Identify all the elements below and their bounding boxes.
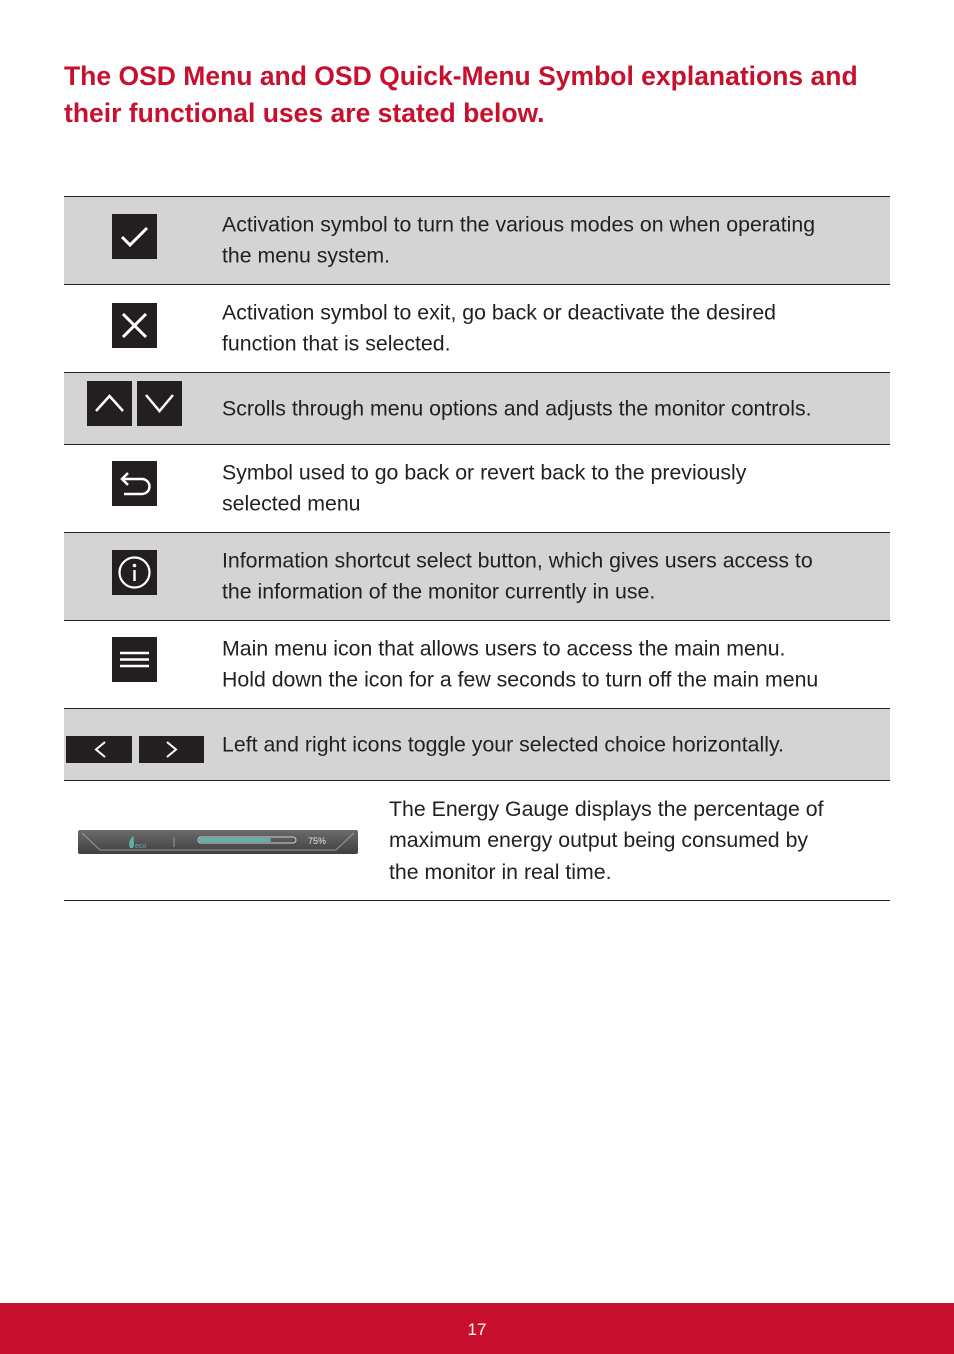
description-line: the monitor in real time. <box>389 859 612 884</box>
gauge-fill <box>199 838 271 842</box>
row-description <box>222 457 870 520</box>
description-line: Activation symbol to exit, go back or deactivate the desired <box>222 300 777 324</box>
menu-icon <box>112 637 157 682</box>
page-footer <box>0 1303 954 1354</box>
page-heading <box>64 58 904 132</box>
row-description <box>222 209 870 272</box>
symbol-table <box>64 196 890 901</box>
up-arrow-icon <box>87 381 132 426</box>
right-arrow-icon <box>139 736 204 763</box>
table-row <box>64 533 890 621</box>
return-icon <box>112 461 157 506</box>
row-description <box>389 793 870 888</box>
heading-line-2: their functional uses are stated below. <box>64 98 545 128</box>
row-description <box>222 633 870 696</box>
page-number: 17 <box>467 1320 487 1339</box>
close-icon <box>112 303 157 348</box>
left-right-arrows-icon <box>64 709 204 780</box>
description-line: Scrolls through menu options and adjusts the monitor controls. <box>222 395 812 420</box>
gauge-label: 75% <box>308 836 327 846</box>
row-description <box>222 297 870 360</box>
description-line: Left and right icons toggle your selected choice horizontally. <box>222 731 784 756</box>
description-line: function that is selected. <box>222 331 451 356</box>
description-line: Main menu icon that allows users to access the main menu. <box>222 636 786 660</box>
table-row <box>64 197 890 285</box>
table-row <box>64 285 890 373</box>
svg-text:eco: eco <box>135 843 147 850</box>
description-line: maximum energy output being consumed by <box>389 827 809 852</box>
heading-line-1: The OSD Menu and OSD Quick-Menu Symbol explanations and <box>64 61 858 91</box>
table-row <box>64 709 890 781</box>
description-line: Hold down the icon for a few seconds to turn off the main menu <box>222 667 819 692</box>
down-arrow-icon <box>137 381 182 426</box>
description-line: Symbol used to go back or revert back to the previously <box>222 460 747 484</box>
row-description <box>222 545 870 608</box>
info-icon <box>112 550 157 595</box>
description-line: the information of the monitor currently in use. <box>222 579 656 604</box>
description-line: selected menu <box>222 491 361 516</box>
row-description <box>222 393 870 425</box>
description-line: Activation symbol to turn the various modes on when operating <box>222 212 816 236</box>
checkmark-icon <box>112 214 157 259</box>
description-line: Information shortcut select button, which gives users access to <box>222 548 813 572</box>
up-down-arrows-icon <box>64 373 204 444</box>
table-row <box>64 373 890 445</box>
row-description <box>222 729 870 761</box>
description-line: the menu system. <box>222 243 391 268</box>
table-row <box>64 621 890 709</box>
description-line: The Energy Gauge displays the percentage of <box>389 796 824 821</box>
table-row <box>64 445 890 533</box>
energy-gauge <box>78 830 358 854</box>
table-row <box>64 781 890 901</box>
left-arrow-icon <box>66 736 132 763</box>
